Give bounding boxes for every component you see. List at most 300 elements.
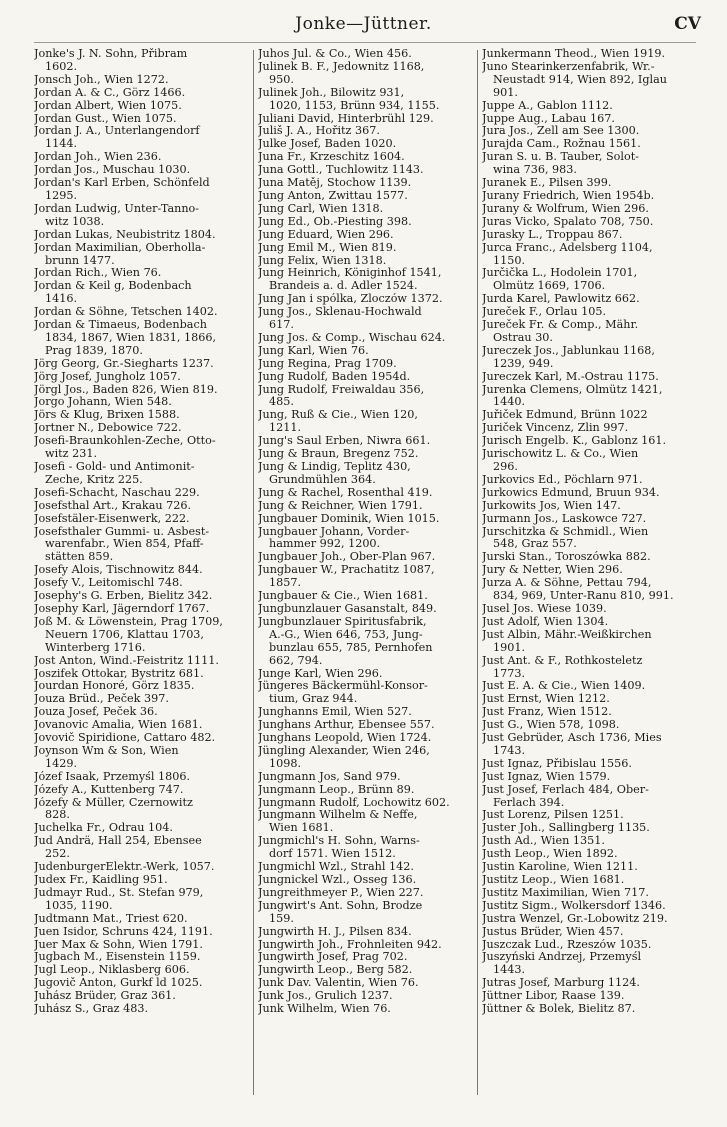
directory-entry bbox=[258, 939, 471, 952]
entry-continuation: 1020, 1153, Brünn 934, 1155. bbox=[269, 99, 440, 112]
entry-line: Jureczek Jos., Jablunkau 1168, bbox=[482, 344, 655, 357]
entry-line: Jorgo Johann, Wien 548. bbox=[34, 396, 172, 409]
entry-line: Justitz Maximilian, Wien 717. bbox=[482, 886, 649, 899]
directory-entry bbox=[34, 384, 247, 397]
entry-line: Jortner N., Debowice 722. bbox=[34, 422, 182, 435]
entry-line: Jungbauer & Cie., Wien 1681. bbox=[258, 590, 428, 603]
directory-entry bbox=[482, 861, 695, 874]
entry-line: Jung Carl, Wien 1318. bbox=[258, 202, 384, 215]
column-2 bbox=[258, 48, 471, 1016]
directory-entry bbox=[34, 616, 247, 655]
entry-line: Juna Gottl., Tuchlowitz 1143. bbox=[258, 164, 424, 177]
directory-entry bbox=[258, 267, 471, 293]
directory-entry bbox=[34, 603, 247, 616]
entry-line: Jurkowics Edmund, Bruun 934. bbox=[482, 486, 660, 499]
entry-line: Judtmann Mat., Triest 620. bbox=[34, 912, 188, 925]
directory-entry bbox=[34, 267, 247, 280]
entry-line: Józefy & Müller, Czernowitz bbox=[34, 796, 193, 809]
entry-line: Jung Rudolf, Freiwaldau 356, bbox=[258, 383, 425, 396]
directory-entry bbox=[34, 951, 247, 964]
entry-line: Jungbunzlauer Spiritusfabrik, bbox=[258, 615, 427, 628]
directory-entry bbox=[482, 758, 695, 771]
column-3 bbox=[482, 48, 695, 1016]
directory-entry bbox=[258, 409, 471, 435]
column-divider bbox=[477, 50, 478, 1095]
entry-line: Josefstäler-Eisenwerk, 222. bbox=[34, 512, 190, 525]
entry-line: Jordan Jos., Muschau 1030. bbox=[34, 164, 191, 177]
directory-entry bbox=[34, 797, 247, 823]
entry-line: Jordan A. & C., Görz 1466. bbox=[34, 86, 186, 99]
entry-continuation: 950. bbox=[269, 73, 294, 86]
directory-entry bbox=[34, 835, 247, 861]
entry-line: Judex Fr., Kaidling 951. bbox=[34, 874, 168, 886]
entry-line: Jud Andrä, Hall 254, Ebensee bbox=[34, 835, 202, 848]
entry-line: Jordan & Keil g, Bodenbach bbox=[34, 280, 192, 293]
directory-entry bbox=[258, 461, 471, 487]
directory-entry bbox=[482, 913, 695, 926]
entry-line: Jurza A. & Söhne, Pettau 794, bbox=[482, 577, 652, 590]
directory-entry bbox=[258, 977, 471, 990]
entry-line: Jourdan Honoré, Görz 1835. bbox=[34, 680, 195, 693]
entry-line: Juppe Aug., Labau 167. bbox=[482, 112, 615, 125]
directory-entry bbox=[258, 435, 471, 448]
entry-line: Jörs & Klug, Brixen 1588. bbox=[34, 409, 180, 422]
directory-entry bbox=[482, 900, 695, 913]
directory-entry bbox=[34, 319, 247, 358]
entry-continuation: 1443. bbox=[493, 964, 526, 977]
entry-line: Jung Rudolf, Baden 1954d. bbox=[258, 370, 411, 383]
entry-continuation: 617. bbox=[269, 319, 294, 332]
entry-line: Justitz Leop., Wien 1681. bbox=[482, 874, 625, 886]
entry-line: Józefy A., Kuttenberg 747. bbox=[34, 783, 184, 796]
directory-entry bbox=[482, 926, 695, 939]
directory-entry bbox=[482, 229, 695, 242]
entry-line: Jüttner & Bolek, Bielitz 87. bbox=[482, 1003, 636, 1016]
entry-line: Jugl Leop., Niklasberg 606. bbox=[34, 964, 190, 977]
directory-entry bbox=[258, 797, 471, 810]
entry-continuation: 1602. bbox=[45, 60, 78, 73]
entry-line: Jungbunzlauer Gasanstalt, 849. bbox=[258, 602, 437, 615]
entry-line: Junkermann Theod., Wien 1919. bbox=[482, 48, 666, 60]
entry-line: Jung, Ruß & Cie., Wien 120, bbox=[258, 409, 418, 422]
directory-entry bbox=[258, 513, 471, 526]
entry-line: Just Ant. & F., Rothkosteletz bbox=[482, 654, 643, 667]
directory-entry bbox=[482, 771, 695, 784]
entry-line: Just Gebrüder, Asch 1736, Mies bbox=[482, 732, 662, 745]
entry-line: Jungbauer Joh., Ober-Plan 967. bbox=[258, 551, 436, 564]
entry-continuation: bunzlau 655, 785, Pernhofen bbox=[269, 641, 433, 654]
entry-line: Jungwirt's Ant. Sohn, Brodze bbox=[258, 899, 423, 912]
directory-entry bbox=[258, 706, 471, 719]
entry-line: Jury & Netter, Wien 296. bbox=[482, 564, 623, 577]
entry-line: Jüttner Libor, Raase 139. bbox=[482, 990, 625, 1003]
directory-entry bbox=[258, 616, 471, 668]
entry-line: Jordan's Karl Erben, Schönfeld bbox=[34, 177, 210, 190]
directory-entry bbox=[482, 371, 695, 384]
entry-continuation: 1857. bbox=[269, 577, 302, 590]
entry-line: Justh Leop., Wien 1892. bbox=[482, 848, 618, 861]
directory-entry bbox=[482, 242, 695, 268]
entry-line: Jungbauer Dominik, Wien 1015. bbox=[258, 512, 440, 525]
directory-entry bbox=[34, 874, 247, 887]
entry-line: Jungbauer Johann, Vorder- bbox=[258, 525, 410, 538]
entry-line: Just Ignaz, Wien 1579. bbox=[482, 770, 611, 783]
directory-entry bbox=[258, 293, 471, 306]
directory-entry bbox=[482, 655, 695, 681]
directory-entry bbox=[482, 138, 695, 151]
directory-columns bbox=[34, 48, 696, 1088]
directory-entry bbox=[482, 848, 695, 861]
directory-entry bbox=[34, 203, 247, 229]
directory-entry bbox=[482, 474, 695, 487]
entry-line: Just Lorenz, Pilsen 1251. bbox=[482, 809, 624, 822]
directory-entry bbox=[34, 668, 247, 681]
entry-line: Jung Regina, Prag 1709. bbox=[258, 357, 397, 370]
entry-continuation: wina 736, 983. bbox=[493, 164, 577, 177]
entry-continuation: 834, 969, Unter-Ranu 810, 991. bbox=[493, 590, 674, 603]
entry-continuation: 1773. bbox=[493, 667, 526, 680]
entry-continuation: Brandeis a. d. Adler 1524. bbox=[269, 280, 418, 293]
entry-line: Juhos Jul. & Co., Wien 456. bbox=[258, 48, 412, 60]
entry-line: Juřiček Edmund, Brünn 1022 bbox=[482, 409, 648, 422]
entry-line: Jurenka Clemens, Olmütz 1421, bbox=[482, 383, 663, 396]
entry-line: Jung Heinrich, Königinhof 1541, bbox=[258, 267, 442, 280]
entry-line: Jung Karl, Wien 76. bbox=[258, 344, 369, 357]
directory-entry bbox=[258, 990, 471, 1003]
directory-entry bbox=[482, 216, 695, 229]
entry-line: Josefi - Gold- und Antimonit- bbox=[34, 461, 195, 473]
entry-line: Joszifek Ottokar, Bystritz 681. bbox=[34, 667, 204, 680]
entry-line: Józef Isaak, Przemyśl 1806. bbox=[34, 770, 191, 783]
entry-line: Just G., Wien 578, 1098. bbox=[482, 719, 620, 732]
directory-entry bbox=[34, 706, 247, 719]
directory-entry bbox=[258, 732, 471, 745]
entry-continuation: Prag 1839, 1870. bbox=[45, 344, 143, 357]
entry-continuation: witz 1038. bbox=[45, 215, 105, 228]
entry-continuation: 1834, 1867, Wien 1831, 1866, bbox=[45, 331, 217, 344]
directory-entry bbox=[258, 784, 471, 797]
directory-entry bbox=[482, 939, 695, 952]
directory-entry bbox=[482, 564, 695, 577]
entry-line: Jung & Reichner, Wien 1791. bbox=[258, 499, 423, 512]
entry-line: Jungreithmeyer P., Wien 227. bbox=[258, 886, 424, 899]
directory-entry bbox=[34, 242, 247, 268]
entry-line: Jurajda Cam., Rožnau 1561. bbox=[482, 138, 641, 151]
entry-line: Justus Brüder, Wien 457. bbox=[482, 925, 624, 938]
entry-line: Juer Max & Sohn, Wien 1791. bbox=[34, 938, 203, 951]
entry-continuation: Ostrau 30. bbox=[493, 331, 553, 344]
entry-continuation: 548, Graz 557. bbox=[493, 538, 577, 551]
entry-continuation: 159. bbox=[269, 912, 294, 925]
directory-entry bbox=[482, 345, 695, 371]
entry-line: Jurkovics Ed., Pöchlarn 971. bbox=[482, 473, 643, 486]
entry-line: Junk Dav. Valentin, Wien 76. bbox=[258, 977, 419, 990]
entry-line: Jusel Jos. Wiese 1039. bbox=[482, 602, 607, 615]
directory-entry bbox=[34, 487, 247, 500]
entry-continuation: 662, 794. bbox=[269, 654, 323, 667]
directory-entry bbox=[34, 680, 247, 693]
entry-line: Jörg Georg, Gr.-Siegharts 1237. bbox=[34, 357, 214, 370]
directory-entry bbox=[482, 306, 695, 319]
entry-line: Josefsthaler Gummi- u. Asbest- bbox=[34, 525, 210, 538]
entry-line: Junk Wilhelm, Wien 76. bbox=[258, 1003, 391, 1016]
entry-continuation: Zeche, Kritz 225. bbox=[45, 473, 143, 486]
directory-entry bbox=[258, 964, 471, 977]
entry-line: Joß M. & Löwenstein, Prag 1709, bbox=[34, 615, 223, 628]
entry-continuation: dorf 1571. Wien 1512. bbox=[269, 848, 396, 861]
directory-entry bbox=[34, 513, 247, 526]
directory-entry bbox=[258, 87, 471, 113]
entry-line: Junge Karl, Wien 296. bbox=[258, 667, 383, 680]
entry-line: Josefy Alois, Tischnowitz 844. bbox=[34, 564, 203, 577]
entry-line: Jungwirth Joh., Frohnleiten 942. bbox=[258, 938, 442, 951]
directory-entry bbox=[258, 306, 471, 332]
directory-entry bbox=[34, 306, 247, 319]
directory-entry bbox=[34, 590, 247, 603]
directory-entry bbox=[482, 887, 695, 900]
directory-entry bbox=[258, 951, 471, 964]
entry-line: Judmayr Rud., St. Stefan 979, bbox=[34, 886, 204, 899]
directory-entry bbox=[258, 190, 471, 203]
entry-continuation: 901. bbox=[493, 86, 518, 99]
entry-line: Jurany & Wolfrum, Wien 296. bbox=[482, 202, 649, 215]
entry-line: JudenburgerElektr.-Werk, 1057. bbox=[34, 861, 215, 874]
entry-line: Jouza Josef, Peček 36. bbox=[34, 706, 158, 719]
directory-entry bbox=[258, 61, 471, 87]
directory-entry bbox=[34, 926, 247, 939]
entry-line: Junghanns Emil, Wien 527. bbox=[258, 706, 412, 719]
entry-line: Jüngling Alexander, Wien 246, bbox=[258, 744, 430, 757]
directory-entry bbox=[34, 151, 247, 164]
entry-line: Juna Matěj, Stochow 1139. bbox=[258, 177, 412, 190]
directory-entry bbox=[258, 345, 471, 358]
entry-line: Jordan J. A., Unterlangendorf bbox=[34, 125, 200, 138]
directory-entry bbox=[482, 680, 695, 693]
directory-entry bbox=[482, 487, 695, 500]
entry-continuation: 1901. bbox=[493, 641, 526, 654]
entry-line: Jung Anton, Zwittau 1577. bbox=[258, 189, 408, 202]
entry-line: Just Franz, Wien 1512. bbox=[482, 706, 612, 719]
entry-line: Jovanovic Amalia, Wien 1681. bbox=[34, 719, 203, 732]
entry-line: Just E. A. & Cie., Wien 1409. bbox=[482, 680, 646, 693]
entry-continuation: warenfabr., Wien 854, Pfaff- bbox=[45, 538, 204, 551]
directory-entry bbox=[258, 332, 471, 345]
entry-line: Jura Jos., Zell am See 1300. bbox=[482, 125, 640, 138]
directory-entry bbox=[258, 745, 471, 771]
page-title: Jonke—Jüttner. bbox=[295, 14, 432, 34]
directory-entry bbox=[258, 835, 471, 861]
entry-line: Jordan Albert, Wien 1075. bbox=[34, 99, 182, 112]
entry-continuation: 1295. bbox=[45, 189, 78, 202]
directory-entry bbox=[34, 396, 247, 409]
directory-entry bbox=[482, 113, 695, 126]
entry-line: Just Ernst, Wien 1212. bbox=[482, 693, 610, 706]
directory-entry bbox=[34, 887, 247, 913]
directory-entry bbox=[258, 603, 471, 616]
directory-entry bbox=[482, 822, 695, 835]
entry-line: Juliani David, Hinterbrühl 129. bbox=[258, 112, 434, 125]
header-rule bbox=[34, 42, 696, 43]
directory-entry bbox=[482, 951, 695, 977]
entry-line: Juno Stearinkerzenfabrik, Wr.- bbox=[482, 60, 655, 73]
directory-entry bbox=[258, 719, 471, 732]
entry-line: Jungmichl Wzl., Strahl 142. bbox=[258, 861, 414, 874]
directory-entry bbox=[482, 190, 695, 203]
entry-line: Jurda Karel, Pawlowitz 662. bbox=[482, 293, 640, 306]
directory-entry bbox=[258, 861, 471, 874]
entry-line: Just Albin, Mähr.-Weißkirchen bbox=[482, 628, 652, 641]
entry-continuation: 1416. bbox=[45, 293, 78, 306]
directory-entry bbox=[482, 616, 695, 629]
entry-line: Justitz Sigm., Wolkersdorf 1346. bbox=[482, 899, 666, 912]
entry-line: Just Ignaz, Přibislau 1556. bbox=[482, 757, 632, 770]
entry-line: Jungwirth H. J., Pilsen 834. bbox=[258, 925, 412, 938]
entry-line: Joynson Wm & Son, Wien bbox=[34, 744, 179, 757]
entry-continuation: Neustadt 914, Wien 892, Iglau bbox=[493, 73, 667, 86]
entry-line: Jouza Brüd., Peček 397. bbox=[34, 693, 169, 706]
entry-line: Jung Jos. & Comp., Wischau 624. bbox=[258, 331, 446, 344]
directory-entry bbox=[258, 668, 471, 681]
entry-line: Jurischowitz L. & Co., Wien bbox=[482, 448, 639, 461]
entry-continuation: 1743. bbox=[493, 744, 526, 757]
entry-continuation: Grundmühlen 364. bbox=[269, 473, 376, 486]
page-header bbox=[0, 14, 727, 40]
directory-entry bbox=[34, 693, 247, 706]
directory-entry bbox=[258, 887, 471, 900]
directory-entry bbox=[34, 977, 247, 990]
entry-line: Just Josef, Ferlach 484, Ober- bbox=[482, 783, 649, 796]
entry-line: Julke Josef, Baden 1020. bbox=[258, 138, 397, 151]
directory-entry bbox=[482, 319, 695, 345]
directory-entry bbox=[482, 990, 695, 1003]
entry-line: Jüngeres Bäckermühl-Konsor- bbox=[258, 680, 428, 693]
directory-entry bbox=[482, 526, 695, 552]
entry-continuation: Olmütz 1669, 1706. bbox=[493, 280, 606, 293]
directory-entry bbox=[34, 822, 247, 835]
entry-line: Jureczek Karl, M.-Ostrau 1175. bbox=[482, 370, 659, 383]
entry-line: Josefsthal Art., Krakau 726. bbox=[34, 499, 192, 512]
entry-line: Josefy V., Leitomischl 748. bbox=[34, 577, 183, 590]
directory-entry bbox=[258, 384, 471, 410]
directory-entry bbox=[258, 771, 471, 784]
directory-entry bbox=[34, 1003, 247, 1016]
directory-entry bbox=[258, 177, 471, 190]
entry-line: Jungwirth Josef, Prag 702. bbox=[258, 951, 408, 964]
directory-entry bbox=[34, 732, 247, 745]
entry-line: Jung Jan i spólka, Zloczów 1372. bbox=[258, 293, 443, 306]
directory-entry bbox=[34, 358, 247, 371]
entry-continuation: tium, Graz 944. bbox=[269, 693, 358, 706]
directory-entry bbox=[34, 861, 247, 874]
entry-line: Just Adolf, Wien 1304. bbox=[482, 615, 609, 628]
entry-continuation: Winterberg 1716. bbox=[45, 641, 146, 654]
directory-entry bbox=[482, 61, 695, 100]
directory-entry bbox=[482, 1003, 695, 1016]
entry-line: Juster Joh., Sallingberg 1135. bbox=[482, 822, 650, 835]
entry-line: Josephy's G. Erben, Bielitz 342. bbox=[34, 590, 213, 603]
entry-line: Jordan Maximilian, Oberholla- bbox=[34, 241, 206, 254]
directory-entry bbox=[482, 809, 695, 822]
entry-line: Jung Eduard, Wien 296. bbox=[258, 228, 394, 241]
entry-line: Jutras Josef, Marburg 1124. bbox=[482, 977, 640, 990]
entry-line: Jureček F., Orlau 105. bbox=[482, 306, 607, 319]
directory-entry bbox=[482, 177, 695, 190]
column-1 bbox=[34, 48, 247, 1016]
entry-line: Jungnickel Wzl., Osseg 136. bbox=[258, 874, 417, 886]
entry-line: Jurkowits Jos, Wien 147. bbox=[482, 499, 621, 512]
entry-line: Jungmann Rudolf, Lochowitz 602. bbox=[258, 796, 450, 809]
entry-continuation: brunn 1477. bbox=[45, 254, 115, 267]
directory-entry bbox=[482, 384, 695, 410]
directory-entry bbox=[258, 216, 471, 229]
directory-entry bbox=[258, 809, 471, 835]
entry-line: Jurisch Engelb. K., Gablonz 161. bbox=[482, 435, 667, 448]
directory-entry bbox=[34, 500, 247, 513]
directory-entry bbox=[258, 680, 471, 706]
directory-entry bbox=[34, 113, 247, 126]
entry-line: Jung Emil M., Wien 819. bbox=[258, 241, 397, 254]
directory-entry bbox=[482, 784, 695, 810]
entry-continuation: 1144. bbox=[45, 138, 78, 151]
directory-entry bbox=[258, 590, 471, 603]
directory-entry bbox=[34, 435, 247, 461]
entry-line: Jordan Lukas, Neubistritz 1804. bbox=[34, 228, 216, 241]
directory-entry bbox=[34, 577, 247, 590]
column-divider bbox=[253, 50, 254, 1095]
directory-entry bbox=[258, 371, 471, 384]
directory-entry bbox=[482, 706, 695, 719]
directory-entry bbox=[34, 74, 247, 87]
directory-entry bbox=[258, 151, 471, 164]
directory-entry bbox=[34, 48, 247, 74]
entry-line: Jureček Fr. & Comp., Mähr. bbox=[482, 319, 639, 332]
entry-line: Juliš J. A., Hořitz 367. bbox=[258, 125, 380, 138]
directory-entry bbox=[258, 138, 471, 151]
directory-entry bbox=[482, 422, 695, 435]
directory-entry bbox=[482, 203, 695, 216]
entry-line: Julinek Joh., Bilowitz 931, bbox=[258, 86, 405, 99]
entry-line: Jung Jos., Sklenau-Hochwald bbox=[258, 306, 422, 319]
entry-continuation: Ferlach 394. bbox=[493, 796, 565, 809]
entry-line: Jung & Braun, Bregenz 752. bbox=[258, 448, 419, 461]
directory-entry bbox=[258, 500, 471, 513]
entry-line: Jurasky L., Troppau 867. bbox=[482, 228, 623, 241]
entry-continuation: 1035, 1190. bbox=[45, 899, 113, 912]
directory-entry bbox=[34, 229, 247, 242]
entry-continuation: 828. bbox=[45, 809, 70, 822]
entry-continuation: hammer 992, 1200. bbox=[269, 538, 381, 551]
entry-line: Jordan Ludwig, Unter-Tanno- bbox=[34, 202, 200, 215]
directory-entry bbox=[482, 513, 695, 526]
directory-entry bbox=[34, 280, 247, 306]
entry-line: Josefi-Braunkohlen-Zeche, Otto- bbox=[34, 435, 216, 448]
entry-continuation: 1098. bbox=[269, 757, 302, 770]
directory-entry bbox=[258, 448, 471, 461]
entry-line: Jung & Lindig, Teplitz 430, bbox=[258, 461, 411, 473]
directory-entry bbox=[482, 267, 695, 293]
directory-entry bbox=[258, 1003, 471, 1016]
directory-entry bbox=[482, 629, 695, 655]
entry-continuation: 1440. bbox=[493, 396, 526, 409]
entry-line: Juszyński Andrzej, Przemyśl bbox=[482, 951, 642, 964]
directory-entry bbox=[258, 551, 471, 564]
entry-line: Jungbauer W., Prachatitz 1087, bbox=[258, 564, 435, 577]
entry-line: Jordan Gust., Wien 1075. bbox=[34, 112, 177, 125]
entry-continuation: 1211. bbox=[269, 422, 302, 435]
directory-entry bbox=[34, 784, 247, 797]
directory-entry bbox=[258, 48, 471, 61]
entry-continuation: 252. bbox=[45, 848, 70, 861]
